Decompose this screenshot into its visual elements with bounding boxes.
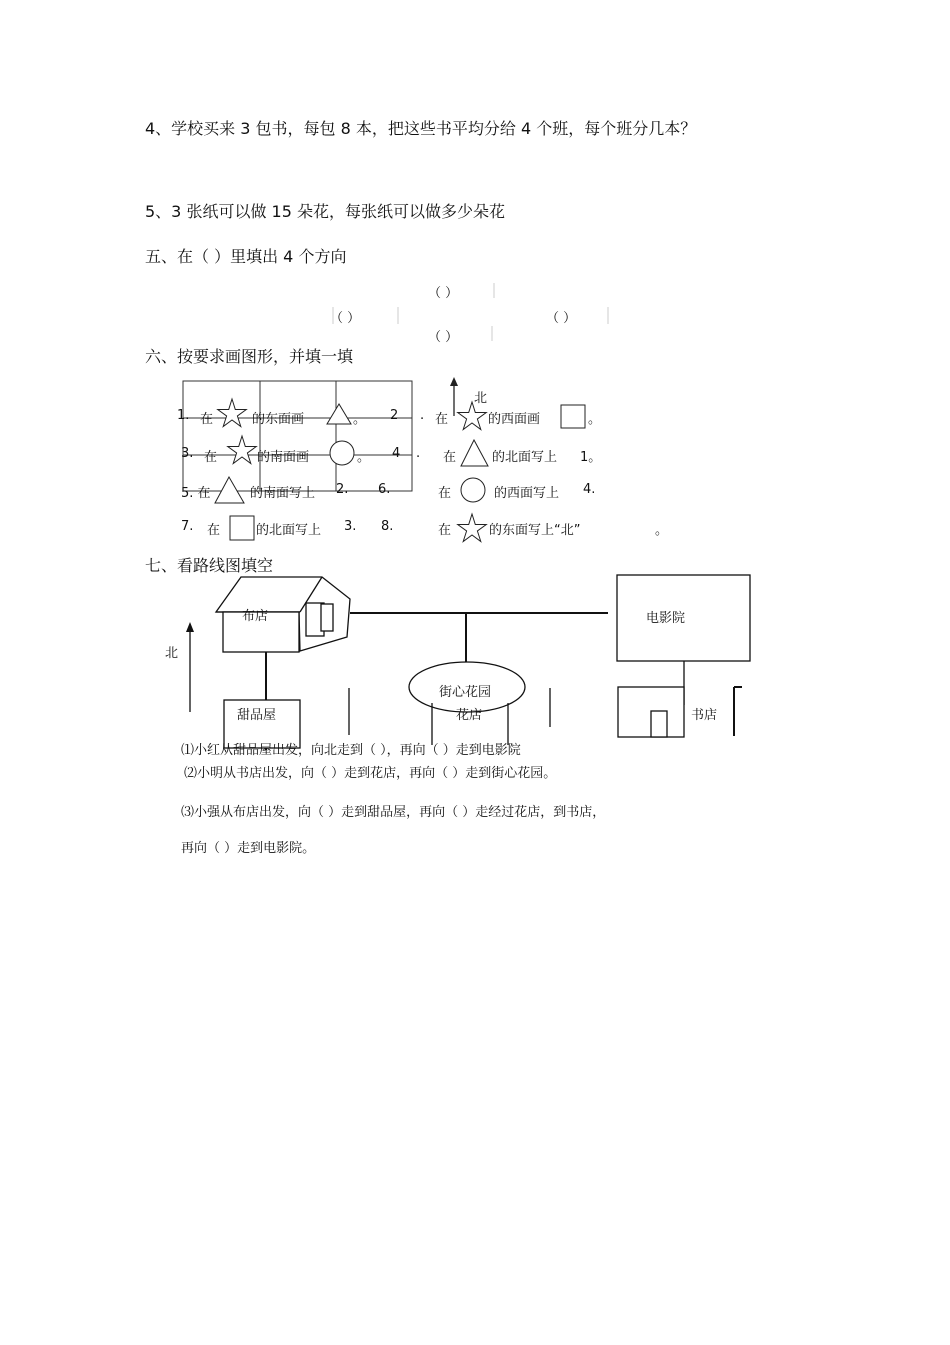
direction-blank-west[interactable]: （ ） xyxy=(330,311,361,326)
cinema-label: 电影院 xyxy=(646,611,686,626)
item-2-dot: . xyxy=(420,408,425,423)
item-6-text: 的西面写上 xyxy=(494,486,560,501)
star-icon xyxy=(458,402,487,430)
item-2-at: 在 xyxy=(435,412,449,427)
cloth-store-label: 布店 xyxy=(242,609,269,624)
item-8-text: 的东面写上“北” xyxy=(489,523,581,538)
circle-icon xyxy=(330,441,354,465)
item-8-at: 在 xyxy=(438,523,452,538)
item-2-number: 2 xyxy=(390,408,399,423)
item-6-at: 在 xyxy=(438,486,452,501)
item-3-end: 。 xyxy=(357,450,371,465)
item-3-number: 3. xyxy=(181,446,194,461)
problem-5: 5、3 张纸可以做 15 朵花，每张纸可以做多少朵花 xyxy=(145,202,505,221)
dessert-label: 甜品屋 xyxy=(237,708,277,723)
item-7-value: 3. xyxy=(344,519,357,534)
star-icon xyxy=(228,436,257,464)
map-north-arrow-icon xyxy=(186,622,194,712)
florist-label: 花店 xyxy=(456,708,483,723)
square-icon xyxy=(230,516,254,540)
square-icon xyxy=(561,405,585,428)
item-5-number: 5. 在 xyxy=(181,486,211,501)
item-7-text: 的北面写上 xyxy=(256,523,322,538)
route-question-3a: ⑶小强从布店出发，向（ ）走到甜品屋，再向（ ）走经过花店，到书店， xyxy=(181,805,606,820)
section-7-title: 七、看路线图填空 xyxy=(145,556,274,575)
section-5-faint-marks xyxy=(333,283,608,341)
item-1-end: 。 xyxy=(353,412,367,427)
north-label: 北 xyxy=(474,391,488,406)
item-6-number: 6. xyxy=(378,482,391,497)
item-1-at: 在 xyxy=(200,412,214,427)
circle-icon xyxy=(461,478,485,502)
problem-4: 4、学校买来 3 包书，每包 8 本，把这些书平均分给 4 个班，每个班分几本？ xyxy=(145,119,697,138)
star-icon xyxy=(218,399,247,427)
item-8-number: 8. xyxy=(381,519,394,534)
triangle-icon xyxy=(327,404,351,424)
section-6-title: 六、按要求画图形，并填一填 xyxy=(145,347,354,366)
item-4-at: 在 xyxy=(443,450,457,465)
item-8-end: 。 xyxy=(655,523,669,538)
item-1-number: 1. xyxy=(177,408,190,423)
item-4-number: 4 xyxy=(392,446,401,461)
item-5-text: 的南面写上 xyxy=(250,486,316,501)
triangle-icon xyxy=(215,477,244,503)
route-question-1: ⑴小红从甜品屋出发，向北走到（ ），再向（ ）走到电影院 xyxy=(181,743,521,758)
item-4-value: 1。 xyxy=(580,450,602,465)
north-arrow-icon xyxy=(450,377,458,416)
garden-label: 街心花园 xyxy=(439,685,492,700)
map-north-label: 北 xyxy=(165,646,179,661)
route-question-3b: 再向（ ）走到电影院。 xyxy=(181,841,316,856)
triangle-icon xyxy=(461,440,488,466)
item-3-text: 的南面画 xyxy=(257,450,310,465)
item-5-value: 2. xyxy=(336,482,349,497)
item-4-text: 的北面写上 xyxy=(492,450,558,465)
star-icon xyxy=(458,514,487,542)
item-6-value: 4. xyxy=(583,482,596,497)
section-5-title: 五、在（ ）里填出 4 个方向 xyxy=(145,247,347,266)
shape-grid xyxy=(183,381,412,491)
item-7-number: 7. xyxy=(181,519,194,534)
bookstore-label: 书店 xyxy=(691,708,718,723)
item-2-end: 。 xyxy=(588,412,602,427)
item-3-at: 在 xyxy=(204,450,218,465)
item-1-text: 的东面画 xyxy=(252,412,305,427)
item-2-text: 的西面画 xyxy=(488,412,541,427)
item-4-dot: . xyxy=(416,446,421,461)
item-7-at: 在 xyxy=(207,523,221,538)
route-question-2: ⑵小明从书店出发，向（ ）走到花店，再向（ ）走到街心花园。 xyxy=(184,766,557,781)
route-map xyxy=(216,575,750,750)
direction-blank-south[interactable]: （ ） xyxy=(428,330,459,345)
direction-blank-east[interactable]: （ ） xyxy=(546,311,577,326)
direction-blank-north[interactable]: （ ） xyxy=(428,286,459,301)
